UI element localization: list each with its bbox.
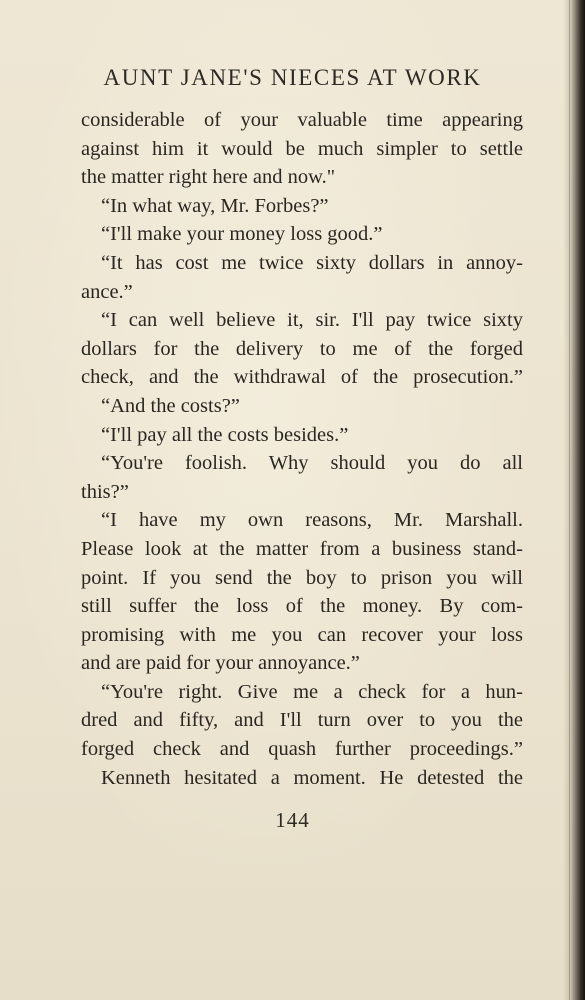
text-line: forged check and quash further proceedings.” [81, 738, 523, 761]
text-line: dollars for the delivery to me of the forged [81, 337, 523, 360]
text-line: point. If you send the boy to prison you will [81, 566, 523, 589]
text-line: check, and the withdrawal of the prosecution.” [81, 366, 523, 389]
text-line: “It has cost me twice sixty dollars in annoy- [101, 251, 523, 274]
text-line: dred and fifty, and I'll turn over to you the [81, 709, 523, 732]
text-line: “You're foolish. Why should you do all [101, 452, 523, 475]
text-line: against him it would be much simpler to settle [81, 137, 523, 160]
text-line: “I'll make your money loss good.” [101, 223, 383, 246]
text-line: “I can well believe it, sir. I'll pay twice sixty [101, 309, 523, 332]
body-text [81, 106, 523, 792]
page-number: 144 [275, 808, 310, 832]
text-line: promising with me you can recover your loss [81, 623, 523, 646]
text-line: Kenneth hesitated a moment. He detested the [101, 766, 523, 789]
text-line: the matter right here and now." [81, 166, 336, 189]
book-gutter-shadow [563, 0, 585, 1000]
text-line: “I have my own reasons, Mr. Marshall. [101, 509, 523, 532]
text-line: “I'll pay all the costs besides.” [101, 423, 349, 446]
running-head: AUNT JANE'S NIECES AT WORK [103, 65, 482, 90]
text-line: and are paid for your annoyance.” [81, 652, 360, 675]
text-line: Please look at the matter from a business stand- [81, 537, 523, 560]
text-line: ance.” [81, 280, 133, 303]
text-line: still suffer the loss of the money. By com- [81, 595, 523, 618]
text-line: “You're right. Give me a check for a hun- [101, 680, 523, 703]
text-line: considerable of your valuable time appearing [81, 109, 523, 131]
text-line: “And the costs?” [101, 394, 240, 417]
text-line: this?” [81, 480, 129, 503]
text-line: “In what way, Mr. Forbes?” [101, 194, 329, 217]
